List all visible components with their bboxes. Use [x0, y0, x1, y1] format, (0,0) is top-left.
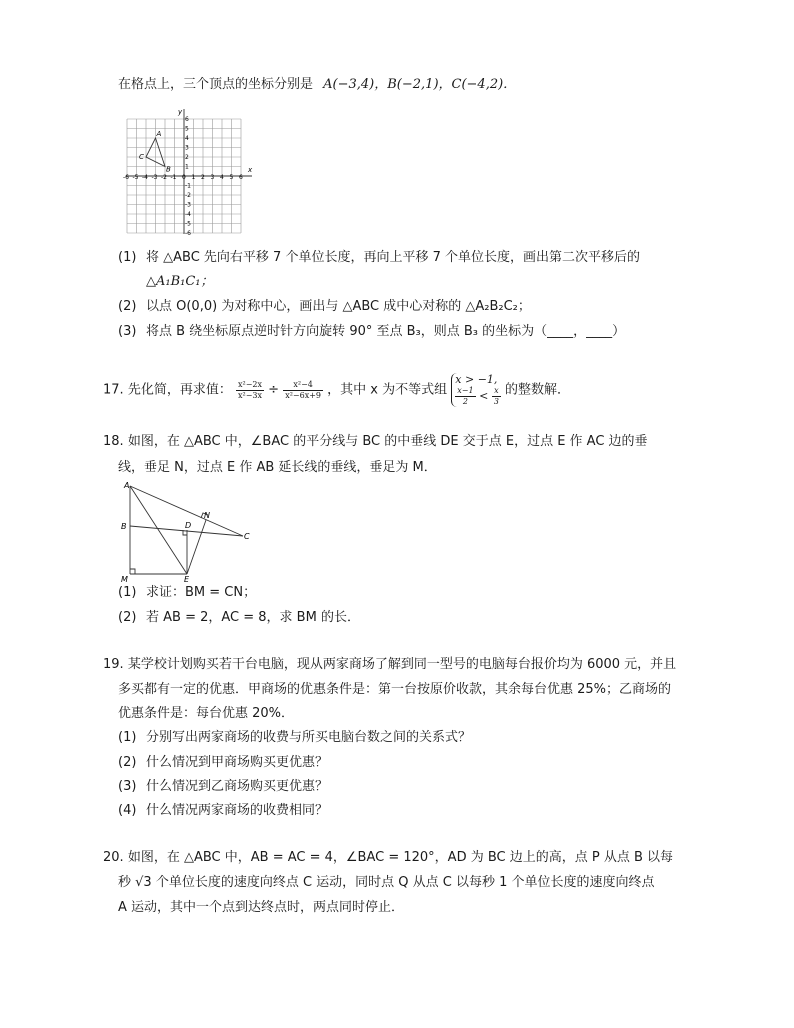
- q17-text-b: ，其中 x 为不等式组: [327, 382, 448, 398]
- part-text-cont: △A₁B₁C₁；: [146, 274, 214, 289]
- y-tick-label: 5: [185, 125, 189, 133]
- q19-part4: [118, 801, 328, 821]
- label-A: A: [124, 481, 130, 490]
- part-number: (1): [118, 250, 137, 265]
- label-M: M: [121, 575, 128, 584]
- inequality-1: x > −1,: [455, 373, 498, 386]
- q18-part2: [118, 608, 360, 628]
- inequality-system: [451, 373, 501, 407]
- part-text: 分别写出两家商场的收费与所买电脑台数之间的关系式？: [146, 730, 472, 745]
- q19-line3: [118, 704, 294, 724]
- q20-text: A 运动，其中一个点到达终点时，两点同时停止．: [118, 900, 405, 915]
- q16-coords: A(−3,4)，B(−2,1)，C(−4,2)．: [323, 77, 517, 92]
- y-tick-label: 6: [185, 116, 189, 123]
- part-number: (2): [118, 299, 137, 314]
- q19-text: 优惠条件是：每台优惠 20%．: [118, 706, 295, 721]
- triangle-figure-q18: [115, 478, 255, 584]
- label-E: E: [184, 575, 190, 584]
- x-tick-label: -4: [142, 174, 148, 181]
- x-tick-label: -5: [132, 174, 139, 181]
- q16-intro-line: [118, 75, 516, 95]
- y-tick-label: 4: [185, 135, 189, 142]
- q17-text-c: 的整数解．: [505, 382, 571, 398]
- part-number: (1): [118, 585, 137, 600]
- q20-line1: [103, 848, 673, 868]
- q19-part2: [118, 753, 328, 773]
- q19-text: 多买都有一定的优惠．甲商场的优惠条件是：第一台按原价收款，其余每台优惠 25%；乙商场的: [118, 682, 672, 697]
- q19-line2: [118, 680, 671, 700]
- part-text: 什么情况到甲商场购买更优惠？: [146, 755, 329, 770]
- fraction-2: $\frac{\text{x²−4}}{\text{x²−6x+9}}$: [285, 379, 322, 400]
- divide-sign: ÷: [268, 382, 280, 398]
- question-number: 17.: [103, 382, 124, 398]
- x-tick-label: 4: [220, 174, 224, 181]
- y-tick-label: 2: [185, 154, 189, 161]
- label-C: C: [244, 532, 250, 541]
- q16-part1-cont: [146, 272, 214, 292]
- x-tick-label: 1: [191, 174, 196, 181]
- part-text: 将 △ABC 先向右平移 7 个单位长度，再向上平移 7 个单位长度，画出第二次平移后的: [146, 250, 640, 265]
- part-number: (2): [118, 610, 137, 625]
- label-N: N: [204, 511, 210, 520]
- q18-text: 如图，在 △ABC 中，∠BAC 的平分线与 BC 的中垂线 DE 交于点 E，过点 E 作 AC 边的垂: [127, 434, 648, 449]
- y-tick-label: -5: [185, 220, 191, 228]
- x-tick-label: 3: [210, 174, 215, 181]
- question-number: 18.: [103, 434, 124, 449]
- q18-line2: [118, 458, 437, 478]
- point-label-C: C: [139, 153, 144, 161]
- q16-part1: [118, 248, 640, 268]
- y-tick-label: 1: [185, 163, 189, 171]
- x-tick-label: -2: [161, 174, 167, 181]
- q18-text: 线，垂足 N，过点 E 作 AB 延长线的垂线，垂足为 M．: [118, 460, 437, 475]
- x-tick-label: 5: [229, 174, 234, 181]
- part-text: 求证：BM = CN；: [146, 585, 257, 600]
- x-axis-label: x: [248, 166, 253, 174]
- part-number: (4): [118, 803, 137, 818]
- q20-text: 秒 √3 个单位长度的速度向终点 C 运动，同时点 Q 从点 C 以每秒 1 个单位长度的速度向终点: [118, 875, 655, 890]
- y-tick-label: -1: [185, 182, 191, 190]
- label-D: D: [185, 521, 192, 530]
- q19-text: 某学校计划购买若干台电脑，现从两家商场了解到同一型号的电脑每台报价均为 6000 元，并且: [127, 657, 677, 672]
- x-tick-label: -3: [151, 174, 158, 181]
- x-tick-label: 6: [239, 174, 243, 181]
- x-tick-label: -1: [170, 174, 177, 181]
- y-tick-label: -2: [185, 192, 191, 199]
- x-tick-label: 2: [201, 174, 205, 181]
- part-text: 什么情况到乙商场购买更优惠？: [146, 779, 329, 794]
- coordinate-grid-figure: [122, 106, 254, 236]
- question-number: 19.: [103, 657, 124, 672]
- y-tick-label: -4: [185, 211, 191, 218]
- fraction-1: $\frac{\text{x²−2x}}{\text{x²−3x}}$: [237, 379, 263, 400]
- q20-line3: [118, 898, 404, 918]
- inequality-2: $\frac{x-1}{2}$ < $\frac{x}{3}$: [457, 386, 499, 406]
- part-text: 什么情况两家商场的收费相同？: [146, 803, 329, 818]
- part-text: 以点 O(0,0) 为对称中心，画出与 △ABC 成中心对称的 △A₂B₂C₂；: [146, 299, 531, 314]
- q16-part3: [118, 322, 625, 342]
- q19-part3: [118, 777, 328, 797]
- q19-line1: [103, 655, 676, 675]
- q18-line1: [103, 432, 648, 452]
- q18-part1: [118, 583, 256, 603]
- q19-part1: [118, 728, 471, 748]
- q20-line2: [118, 873, 655, 893]
- point-label-A: A: [156, 130, 162, 138]
- question-number: 20.: [103, 850, 124, 865]
- part-number: (3): [118, 779, 137, 794]
- q16-part2: [118, 297, 531, 317]
- q17: [103, 373, 570, 407]
- label-B: B: [121, 522, 127, 531]
- y-tick-label: -6: [185, 230, 191, 236]
- part-number: (1): [118, 730, 137, 745]
- y-tick-label: -3: [185, 201, 191, 209]
- q16-intro: 在格点上，三个顶点的坐标分别是: [118, 77, 314, 92]
- x-tick-label: -6: [123, 174, 129, 181]
- q20-text: 如图，在 △ABC 中，AB = AC = 4，∠BAC = 120°，AD 为 BC 边上的高，点 P 从点 B 以每: [127, 850, 674, 865]
- point-label-B: B: [166, 165, 171, 174]
- y-axis-label: y: [178, 108, 183, 116]
- part-number: (2): [118, 755, 137, 770]
- part-number: (3): [118, 324, 137, 339]
- part-text: 若 AB = 2，AC = 8，求 BM 的长．: [146, 610, 360, 625]
- part-text: 将点 B 绕坐标原点逆时针方向旋转 90° 至点 B₃，则点 B₃ 的坐标为（____，____）: [146, 324, 626, 339]
- x-tick-label: 0: [182, 174, 186, 181]
- q17-text-a: 先化简，再求值：: [127, 382, 232, 398]
- y-tick-label: 3: [185, 144, 189, 152]
